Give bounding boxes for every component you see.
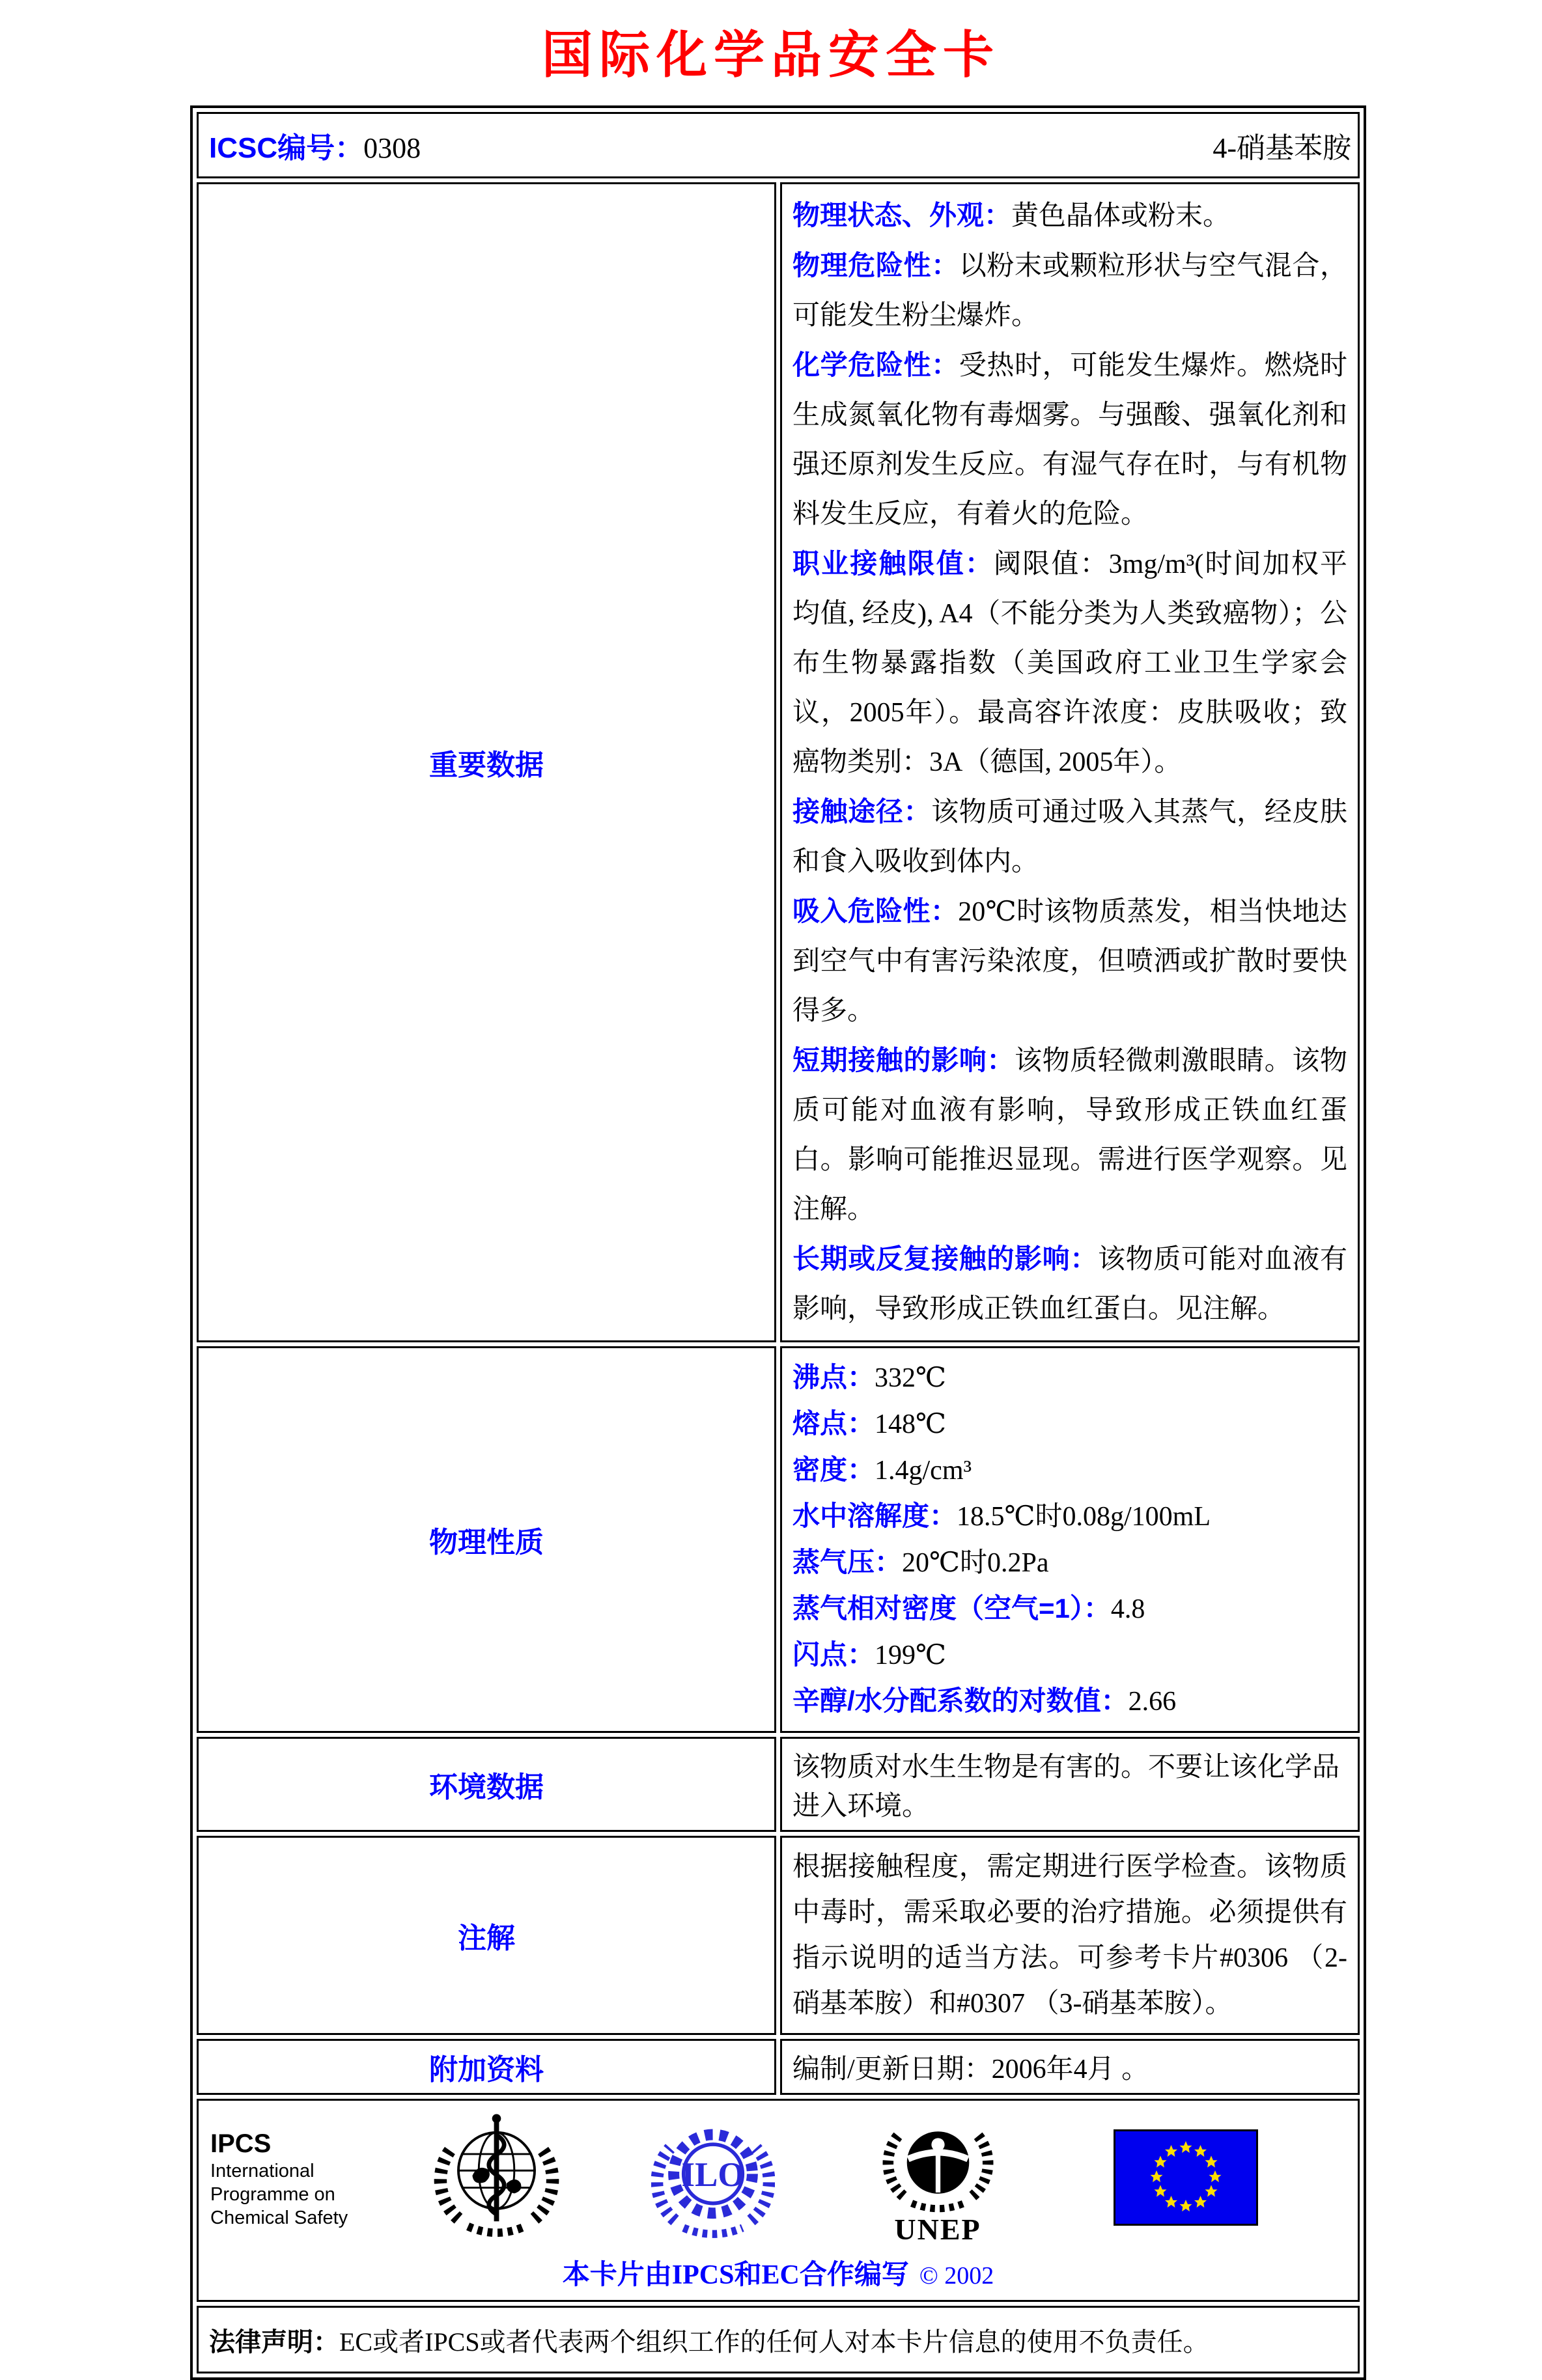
additional-info-row [197, 2039, 1360, 2095]
icsc-number-label: ICSC编号： [209, 132, 364, 164]
legal-notice [197, 2306, 1360, 2373]
field-label: 物理状态、外观： [792, 200, 1012, 230]
ilo-letters: ILO [681, 2155, 745, 2194]
physical-property-item [792, 1540, 1347, 1586]
physical-property-item [792, 1586, 1347, 1632]
icsc-number-group [209, 124, 421, 166]
property-label: 密度： [792, 1454, 875, 1485]
field-label: 职业接触限值： [792, 548, 994, 579]
legal-row [197, 2306, 1360, 2373]
field-label: 吸入危险性： [792, 896, 959, 926]
environmental-data-row [197, 1737, 1360, 1832]
field-text: 该物质可通过吸入其蒸气，经皮肤和食入吸收到体内。 [792, 797, 1347, 877]
field-label: 长期或反复接触的影响： [792, 1243, 1098, 1274]
field-label: 短期接触的影响： [792, 1045, 1015, 1075]
property-value: 148℃ [875, 1409, 946, 1439]
important-data-item [792, 340, 1347, 539]
cooperation-caption [199, 2253, 1358, 2292]
property-label: 熔点： [792, 1408, 875, 1439]
physical-property-item [792, 1447, 1347, 1493]
icsc-document-page [0, 14, 1542, 2357]
field-text: 阈限值：3mg/m³(时间加权平均值, 经皮), A4（不能分类为人类致癌物）；公布生物暴露指数（美国政府工业卫生学家会议，2005年）。最高容许浓度：皮肤吸收；致癌物类别：3A（德国, 2005年）。 [792, 549, 1347, 777]
physical-property-item [792, 1678, 1347, 1724]
caption-text: 本卡片由IPCS和EC合作编写 [562, 2260, 909, 2290]
important-data-content [780, 182, 1360, 1342]
important-data-row [197, 182, 1360, 1342]
physical-property-item [792, 1355, 1347, 1401]
property-label: 蒸气压： [792, 1547, 903, 1577]
physical-properties-content [780, 1346, 1360, 1733]
field-text: 以粉末或颗粒形状与空气混合，可能发生粉尘爆炸。 [792, 251, 1347, 331]
property-value: 1.4g/cm³ [875, 1456, 972, 1486]
property-value: 2.66 [1128, 1687, 1177, 1717]
logos-row [197, 2099, 1360, 2302]
property-value: 18.5℃时0.08g/100mL [957, 1502, 1211, 1532]
important-data-item [792, 787, 1347, 887]
field-text: 20℃时该物质蒸发，相当快地达到空气中有害污染浓度，但喷洒或扩散时要快得多。 [792, 897, 1347, 1026]
ipcs-subtitle-line: Programme on [210, 2184, 335, 2205]
physical-property-item [792, 1401, 1347, 1447]
who-logo-icon [433, 2110, 560, 2247]
section-label-important-data: 重要数据 [197, 182, 776, 1342]
logos-strip [199, 2111, 1358, 2247]
section-label-physical-properties: 物理性质 [197, 1346, 776, 1733]
field-label: 接触途径： [792, 796, 932, 827]
property-value: 332℃ [875, 1363, 946, 1393]
important-data-item [792, 1234, 1347, 1334]
property-label: 水中溶解度： [792, 1501, 957, 1531]
physical-property-item [792, 1493, 1347, 1540]
section-label-additional-info: 附加资料 [197, 2039, 776, 2095]
ipcs-text-block [210, 2128, 387, 2230]
field-text: 该物质轻微刺激眼睛。该物质可能对血液有影响，导致形成正铁血红蛋白。影响可能推迟显现。需进行医学观察。见注解。 [792, 1046, 1347, 1225]
notes-content [780, 1836, 1360, 2035]
eu-flag-icon [1114, 2129, 1258, 2229]
notes-row [197, 1836, 1360, 2035]
logos-cell [197, 2099, 1360, 2302]
ipcs-subtitle-line: International [210, 2161, 315, 2181]
header-cell [197, 112, 1360, 178]
important-data-item [792, 1036, 1347, 1234]
environmental-data-content: 该物质对水生生物是有害的。不要让该化学品进入环境。 [780, 1737, 1360, 1832]
page-title: 国际化学品安全卡 [541, 27, 1000, 83]
physical-properties-row [197, 1346, 1360, 1733]
field-label: 物理危险性： [792, 250, 959, 281]
unep-logo-icon [876, 2111, 1000, 2247]
icsc-card-table [190, 105, 1366, 2380]
property-value: 4.8 [1110, 1594, 1145, 1624]
property-value: 20℃时0.2Pa [902, 1548, 1049, 1578]
property-label: 蒸气相对密度（空气=1）： [792, 1593, 1111, 1624]
property-label: 辛醇/水分配系数的对数值： [792, 1685, 1128, 1716]
legal-label: 法律声明： [209, 2327, 339, 2357]
header-row [197, 112, 1360, 178]
additional-info-content: 编制/更新日期：2006年4月 。 [780, 2039, 1360, 2095]
field-label: 化学危险性： [792, 350, 959, 380]
ipcs-title: IPCS [210, 2129, 272, 2158]
property-label: 闪点： [792, 1639, 875, 1670]
notes-text: 根据接触程度，需定期进行医学检查。该物质中毒时，需采取必要的治疗措施。必须提供有指示说明的适当方法。可参考卡片#0306 （2-硝基苯胺）和#0307 （3-硝基苯胺）。 [792, 1852, 1347, 2019]
important-data-item [792, 241, 1347, 340]
property-value: 199℃ [875, 1640, 946, 1670]
important-data-item [792, 539, 1347, 787]
ilo-logo-icon [651, 2112, 775, 2246]
important-data-item [792, 191, 1347, 241]
field-text: 受热时，可能发生爆炸。燃烧时生成氮氧化物有毒烟雾。与强酸、强氧化剂和强还原剂发生反应。有湿气存在时，与有机物料发生反应，有着火的危险。 [792, 351, 1347, 529]
ipcs-subtitle-line: Chemical Safety [210, 2207, 348, 2228]
property-label: 沸点： [792, 1362, 875, 1392]
icsc-number-value: 0308 [363, 132, 421, 164]
field-text: 黄色晶体或粉末。 [1011, 201, 1231, 231]
important-data-item [792, 887, 1347, 1036]
legal-text: EC或者IPCS或者代表两个组织工作的任何人对本卡片信息的使用不负责任。 [339, 2327, 1209, 2357]
section-label-notes: 注解 [197, 1836, 776, 2035]
section-label-environmental-data: 环境数据 [197, 1737, 776, 1832]
unep-letters: UNEP [894, 2213, 981, 2246]
copyright-text: © 2002 [919, 2262, 994, 2290]
physical-property-item [792, 1632, 1347, 1678]
chemical-name: 4-硝基苯胺 [1213, 132, 1351, 164]
field-text: 该物质可能对血液有影响，导致形成正铁血红蛋白。见注解。 [792, 1245, 1347, 1324]
